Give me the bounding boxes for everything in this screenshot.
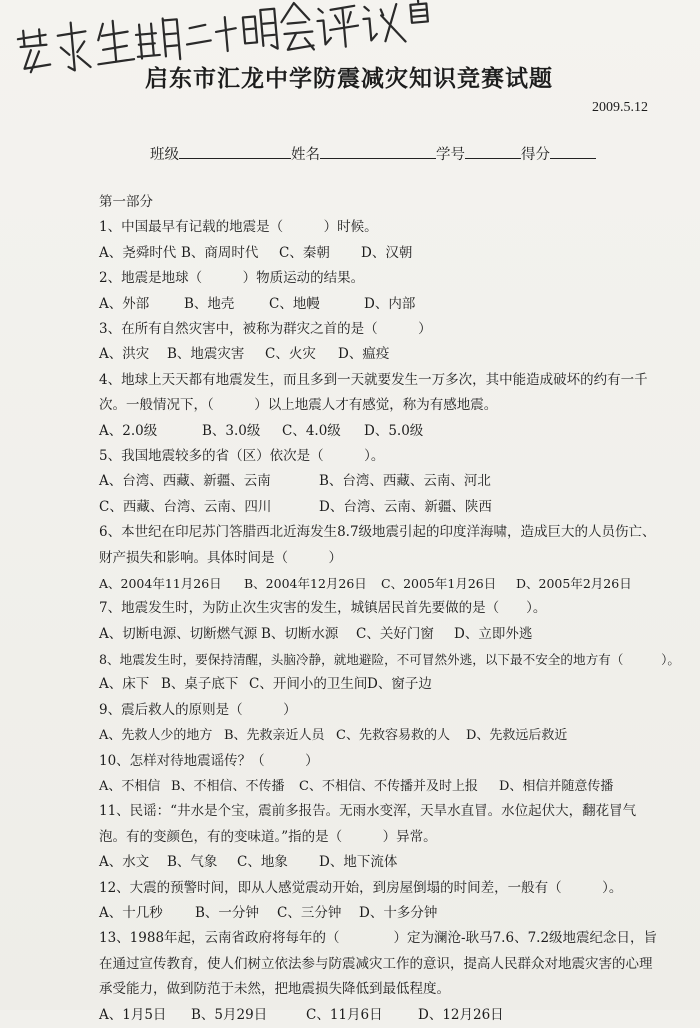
option: D、地下流体 — [319, 854, 398, 871]
option: D、十多分钟 — [359, 905, 438, 922]
option: D、2005年2月26日 — [516, 575, 632, 591]
option: A、2004年11月26日 — [99, 575, 222, 591]
option: B、气象 — [167, 854, 218, 871]
option: A、十几秒 — [99, 905, 163, 922]
option: C、先救容易救的人 — [336, 728, 450, 744]
question-13: 13、1988年起，云南省政府将每年的（ ）定为澜沧-耿马7.6、7.2级地震纪念日，旨在通过宣传教育，使人们树立依法参与防震减灾工作的意识，提高人民群众对地震灾害的心理承受能力，做到防范于未然，把地震损失降低到最低程度。 — [99, 930, 658, 998]
question-11-options — [99, 850, 659, 875]
option: C、西藏、台湾、云南、四川 — [99, 498, 272, 515]
question-10-options — [99, 774, 659, 799]
question-3: 3、在所有自然灾害中，被称为群灾之首的是（ ） — [99, 320, 432, 337]
question-7-options — [99, 622, 659, 647]
option: D、立即外逃 — [454, 625, 533, 642]
option: C、不相信、不传播并及时上报 — [299, 779, 478, 795]
name-label: 姓名 — [291, 147, 320, 163]
exam-title: 启东市汇龙中学防震减灾知识竞赛试题 — [145, 66, 553, 92]
option: A、外部 — [99, 295, 150, 312]
question-4-options — [99, 419, 659, 444]
id-label: 学号 — [436, 147, 465, 163]
option: B、台湾、西藏、云南、河北 — [319, 473, 491, 490]
option: B、地震灾害 — [167, 346, 245, 363]
question-13-options — [99, 1003, 659, 1028]
option: C、秦朝 — [279, 244, 330, 261]
question-12: 12、大震的预警时间，即从人感觉震动开始，到房屋倒塌的时间差，一般有（ ）。 — [99, 879, 623, 896]
question-8-options — [99, 672, 659, 697]
score-blank[interactable] — [550, 144, 596, 159]
class-blank[interactable] — [179, 144, 291, 159]
option: A、不相信 — [99, 779, 161, 795]
option: D、瘟疫 — [338, 346, 390, 363]
question-6-options — [99, 571, 659, 596]
option: D、汉朝 — [361, 244, 413, 261]
option: A、2.0级 — [99, 422, 158, 439]
option: B、地壳 — [184, 295, 235, 312]
option: C、2005年1月26日 — [381, 575, 497, 591]
question-11: 11、民谣：“井水是个宝，震前多报告。无雨水变浑，天旱水直冒。水位起伏大，翻花冒气泡。有的变颜色，有的变味道。”指的是（ ）异常。 — [99, 803, 637, 845]
question-9: 9、震后救人的原则是（ ） — [99, 701, 297, 718]
option: D、12月26日 — [418, 1006, 504, 1023]
option: B、3.0级 — [202, 422, 261, 439]
option: C、11月6日 — [306, 1006, 383, 1023]
question-12-options — [99, 901, 659, 926]
question-1-options — [99, 241, 659, 266]
option: B、5月29日 — [191, 1006, 268, 1023]
option: B、不相信、不传播 — [171, 779, 285, 795]
question-5-options-2 — [99, 495, 659, 520]
question-8: 8、地震发生时，要保持清醒，头脑冷静，就地避险，不可冒然外逃，以下最不安全的地方有（ ）。 — [99, 652, 681, 668]
option: C、地幔 — [269, 295, 320, 312]
option: A、洪灾 — [99, 346, 150, 363]
option: C、关好门窗 — [356, 625, 434, 642]
exam-date: 2009.5.12 — [592, 100, 648, 115]
option: D、先救远后救近 — [466, 728, 568, 744]
student-info-row — [150, 143, 630, 164]
option: D、内部 — [364, 295, 416, 312]
question-10: 10、怎样对待地震谣传？（ ） — [99, 752, 319, 769]
question-3-options — [99, 342, 659, 367]
option: D、相信并随意传播 — [499, 779, 614, 795]
option: C、开间小的卫生间 — [249, 676, 368, 693]
option: B、桌子底下 — [161, 676, 239, 693]
section-title: 第一部分 — [99, 194, 153, 210]
name-blank[interactable] — [320, 144, 436, 159]
option: C、火灾 — [265, 346, 316, 363]
option: A、水文 — [99, 854, 150, 871]
question-2-options — [99, 292, 659, 317]
option: A、尧舜时代 — [99, 244, 177, 261]
option: C、三分钟 — [277, 905, 342, 922]
score-label: 得分 — [521, 147, 550, 163]
option: B、商周时代 — [181, 244, 259, 261]
option: B、切断水源 — [261, 625, 339, 642]
class-label: 班级 — [150, 147, 179, 163]
option: B、先救亲近人员 — [224, 728, 325, 744]
option: B、2004年12月26日 — [244, 575, 367, 591]
option: D、台湾、云南、新疆、陕西 — [319, 498, 492, 515]
question-1: 1、中国最早有记载的地震是（ ）时候。 — [99, 219, 378, 236]
question-6: 6、本世纪在印尼苏门答腊西北近海发生8.7级地震引起的印度洋海啸，造成巨大的人员伤亡、财产损失和影响。具体时间是（ ） — [99, 524, 656, 566]
question-7: 7、地震发生时，为防止次生灾害的发生，城镇居民首先要做的是（ ）。 — [99, 600, 547, 617]
option: C、地象 — [237, 854, 288, 871]
question-list — [99, 190, 681, 1028]
option: A、台湾、西藏、新疆、云南 — [99, 473, 271, 490]
option: A、切断电源、切断燃气源 — [99, 625, 258, 642]
option: D、窗子边 — [367, 676, 432, 693]
option: D、5.0级 — [364, 422, 424, 439]
question-9-options — [99, 723, 659, 748]
question-2: 2、地震是地球（ ）物质运动的结果。 — [99, 270, 365, 287]
question-4: 4、地球上天天都有地震发生，而且多到一天就要发生一万多次，其中能造成破坏的约有一千次。一般情况下，（ ）以上地震人才有感觉，称为有感地震。 — [99, 371, 648, 414]
option: C、4.0级 — [282, 422, 341, 439]
option: A、1月5日 — [99, 1006, 167, 1023]
id-blank[interactable] — [465, 144, 521, 159]
option: A、床下 — [99, 676, 150, 693]
option: A、先救人少的地方 — [99, 728, 213, 744]
question-5-options-1 — [99, 469, 659, 494]
option: B、一分钟 — [195, 905, 259, 922]
question-5: 5、我国地震较多的省（区）依次是（ ）。 — [99, 447, 385, 464]
